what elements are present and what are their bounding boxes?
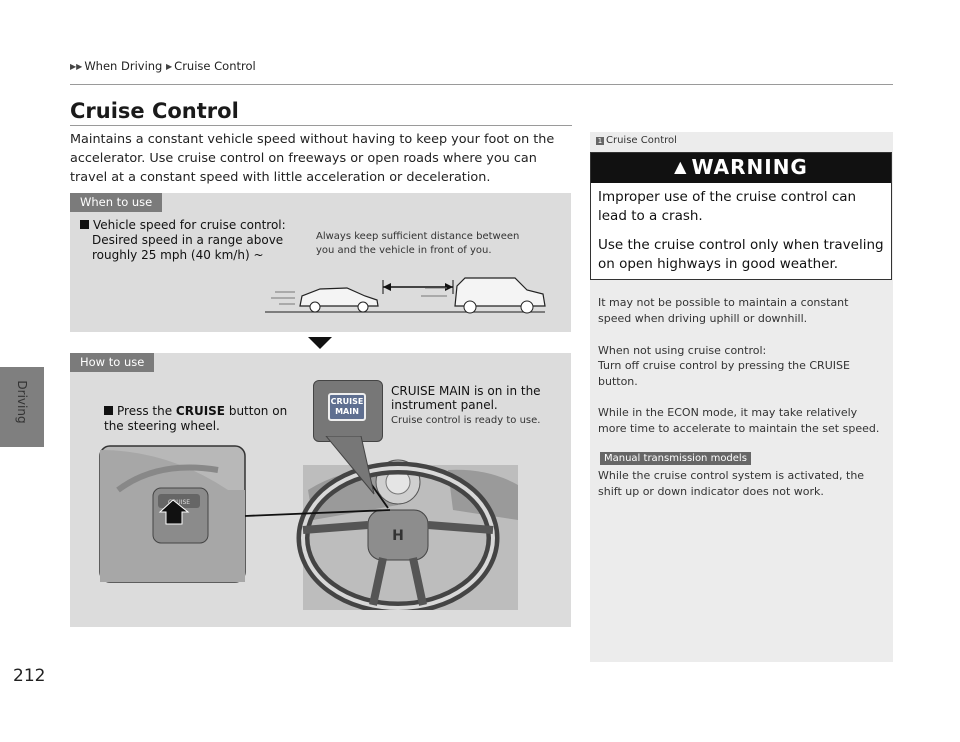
manual-transmission-tag: Manual transmission models [600, 452, 751, 465]
honda-logo-icon: H [392, 528, 404, 544]
when-to-use-tab: When to use [70, 193, 162, 212]
page-number: 212 [13, 666, 46, 686]
breadcrumb-item-when-driving[interactable]: When Driving [84, 59, 163, 73]
speed-heading [80, 218, 286, 233]
cruise-main-on-text: CRUISE MAIN is on in the instrument panel. [391, 384, 541, 412]
breadcrumb [70, 59, 256, 73]
note-not-using-heading: When not using cruise control: [598, 344, 767, 357]
breadcrumb-arrow-icon: ▶ [166, 62, 173, 71]
intro-paragraph: Maintains a constant vehicle speed without having to keep your foot on the accelerator. Use cruise control on freeways or open roads where you can travel at a constant speed with little acceleration or deceleration. [70, 132, 555, 185]
section-side-label: Driving [15, 380, 29, 424]
cruise-ready-text: Cruise control is ready to use. [391, 415, 541, 426]
press-button-name: CRUISE [175, 404, 226, 418]
speed-detail: Desired speed in a range above roughly 25 mph (40 km/h) ~ [92, 233, 284, 262]
warning-title-text: WARNING [691, 155, 808, 179]
cruise-main-indicator-icon [328, 393, 366, 421]
sidebar-label [596, 135, 677, 146]
indicator-line-2: MAIN [335, 407, 359, 416]
breadcrumb-item-cruise-control[interactable]: Cruise Control [174, 59, 256, 73]
sidebar-label-text: Cruise Control [606, 135, 677, 146]
breadcrumb-arrow-icon: ▶▶ [70, 62, 83, 71]
vehicles-distance-illustration [265, 270, 575, 318]
bullet-square-icon [80, 220, 89, 229]
reference-marker-icon: 1 [597, 137, 603, 145]
indicator-line-1: CRUISE [330, 397, 364, 406]
bullet-square-icon [104, 406, 113, 415]
speed-heading-text: Vehicle speed for cruise control: [93, 218, 286, 232]
steering-wheel-illustration [98, 430, 528, 610]
warning-title [591, 155, 891, 179]
press-suffix: button on the steering wheel. [104, 404, 288, 433]
title-divider [70, 125, 572, 126]
warning-triangle-icon: ▲ [674, 157, 688, 176]
page-title: Cruise Control [70, 99, 239, 123]
rear-car-icon [300, 288, 378, 312]
note-shift-indicator: While the cruise control system is activated, the shift up or down indicator does not work. [598, 469, 865, 498]
press-prefix: Press the [117, 404, 176, 418]
note-econ-mode: While in the ECON mode, it may take relatively more time to accelerate to maintain the set speed. [598, 406, 880, 435]
down-arrow-icon [308, 337, 332, 349]
distance-note: Always keep sufficient distance between you and the vehicle in front of you. [316, 231, 520, 256]
warning-text-2: Use the cruise control only when traveling on open highways in good weather. [598, 237, 884, 272]
header-divider [70, 84, 893, 85]
front-suv-icon [455, 278, 545, 313]
note-uphill: It may not be possible to maintain a constant speed when driving uphill or downhill. [598, 296, 849, 325]
warning-text-1: Improper use of the cruise control can lead to a crash. [598, 189, 857, 224]
note-not-using-body: Turn off cruise control by pressing the CRUISE button. [598, 359, 850, 388]
wheel-cruise-button-label: CRUISE [167, 499, 191, 506]
how-to-use-tab: How to use [70, 353, 154, 372]
callout-pointer [316, 436, 376, 496]
